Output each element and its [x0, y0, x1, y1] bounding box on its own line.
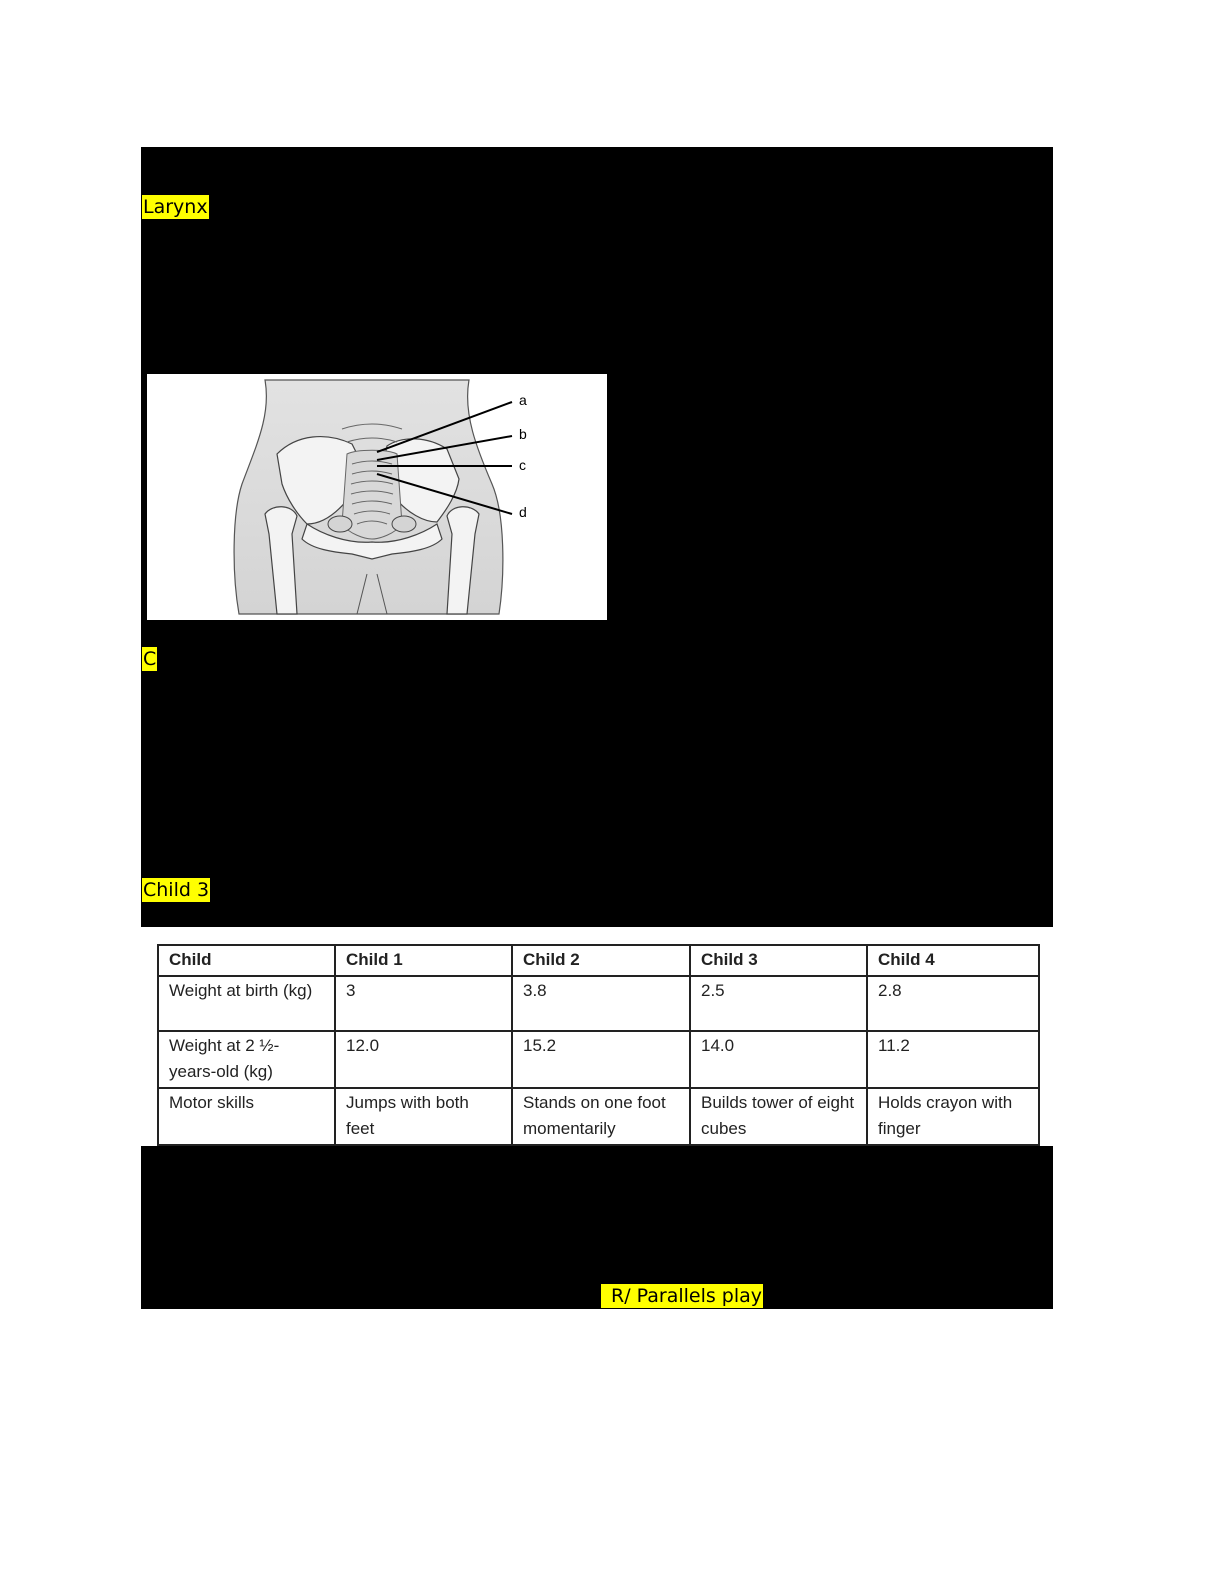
table-cell: Jumps with both feet [335, 1088, 512, 1145]
table-cell: Weight at 2 ½-years-old (kg) [158, 1031, 335, 1088]
pelvis-diagram [147, 374, 607, 620]
header-cell: Child [158, 945, 335, 976]
header-cell: Child 1 [335, 945, 512, 976]
table-cell: Builds tower of eight cubes [690, 1088, 867, 1145]
table-cell: 11.2 [867, 1031, 1039, 1088]
table-row [158, 976, 1039, 1031]
redacted-block-bottom [141, 1146, 1053, 1309]
header-cell: Child 2 [512, 945, 690, 976]
table-cell: Motor skills [158, 1088, 335, 1145]
child-growth-table [157, 944, 1040, 1146]
header-cell: Child 3 [690, 945, 867, 976]
label-b: b [519, 426, 527, 442]
table-cell: 12.0 [335, 1031, 512, 1088]
answer-c: C [143, 648, 157, 670]
table-cell: 2.8 [867, 976, 1039, 1031]
label-a: a [519, 392, 527, 408]
header-cell: Child 4 [867, 945, 1039, 976]
table-header-row [158, 945, 1039, 976]
label-c: c [519, 457, 526, 473]
label-d: d [519, 504, 527, 520]
table-cell: Holds crayon with finger [867, 1088, 1039, 1145]
child-growth-table-container [141, 927, 1053, 1146]
answer-child-3: Child 3 [143, 879, 210, 901]
pelvis-illustration [147, 374, 607, 620]
table-cell: 14.0 [690, 1031, 867, 1088]
table-row [158, 1088, 1039, 1145]
table-cell: 15.2 [512, 1031, 690, 1088]
table-cell: Stands on one foot momentarily [512, 1088, 690, 1145]
answer-parallel-play: R/ Parallels play [601, 1284, 763, 1308]
table-cell: 3 [335, 976, 512, 1031]
answer-larynx: Larynx [143, 196, 208, 218]
table-row [158, 1031, 1039, 1088]
table-cell: 2.5 [690, 976, 867, 1031]
table-cell: 3.8 [512, 976, 690, 1031]
table-cell: Weight at birth (kg) [158, 976, 335, 1031]
